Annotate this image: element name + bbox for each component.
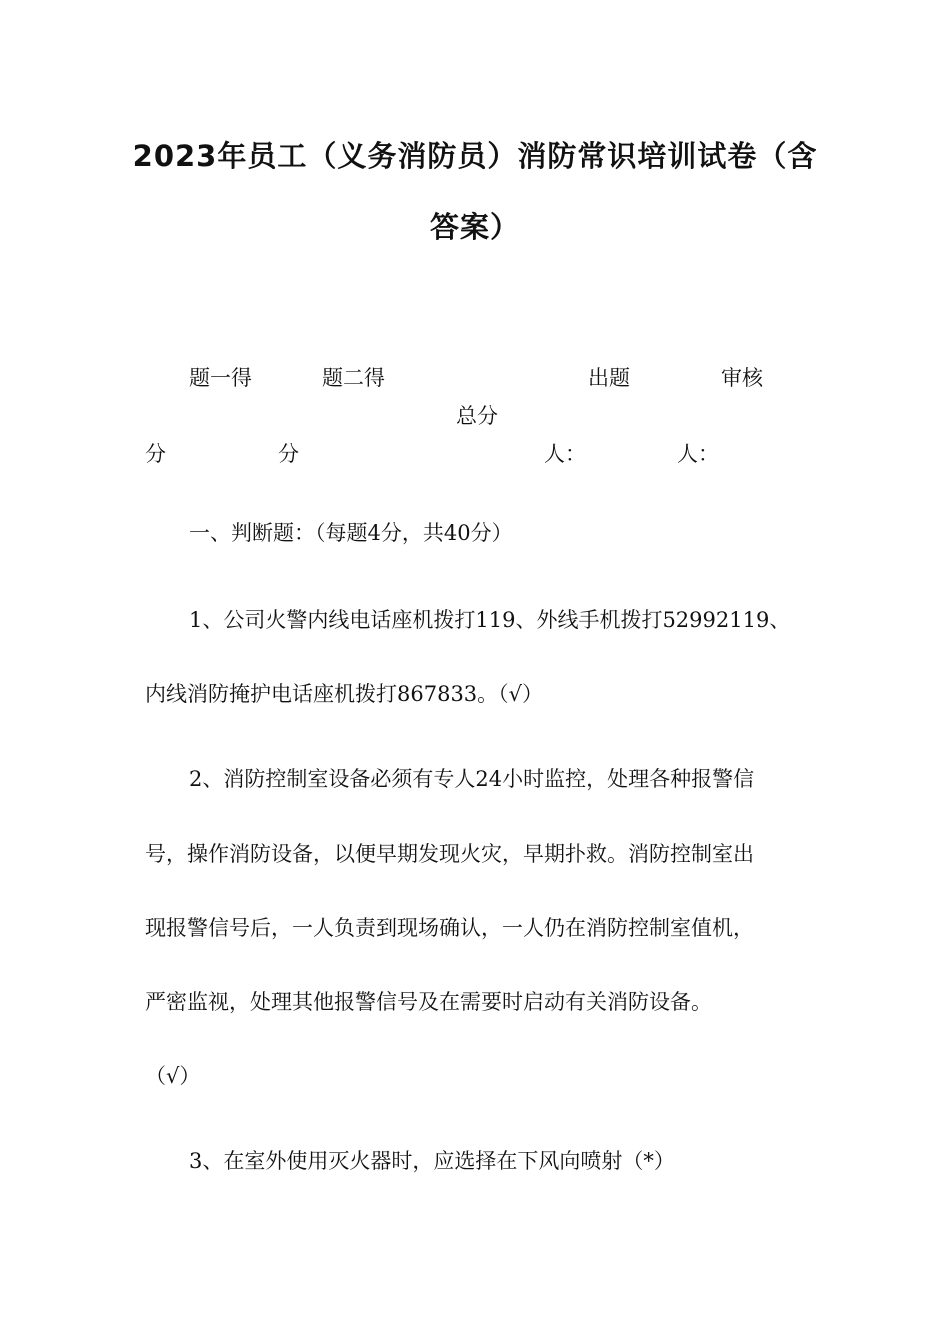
question-3-line-1: 3、在室外使用灭火器时，应选择在下风向喷射（*） — [189, 1149, 675, 1173]
document-title-line-1: 2023年员工（义务消防员）消防常识培训试卷（含 — [132, 139, 818, 173]
question-2-line-1: 2、消防控制室设备必须有专人24小时监控，处理各种报警信 — [189, 767, 755, 791]
score-setter-suffix: 人： — [544, 442, 586, 466]
score-reviewer-label: 审核 — [721, 366, 763, 390]
score-q1-label: 题一得 — [189, 366, 252, 390]
question-2-line-5: （√） — [145, 1064, 201, 1088]
question-2-line-3: 现报警信号后，一人负责到现场确认，一人仍在消防控制室值机， — [145, 916, 754, 940]
score-q2-unit: 分 — [278, 442, 299, 466]
score-q1-unit: 分 — [145, 442, 166, 466]
score-reviewer-suffix: 人： — [677, 442, 719, 466]
score-setter-label: 出题 — [588, 366, 630, 390]
question-1-line-1: 1、公司火警内线电话座机拨打119、外线手机拨打52992119、 — [189, 608, 791, 632]
score-q2-label: 题二得 — [322, 366, 385, 390]
question-2-line-2: 号，操作消防设备，以便早期发现火灾，早期扑救。消防控制室出 — [145, 842, 754, 866]
question-1-line-2: 内线消防掩护电话座机拨打867833。（√） — [145, 682, 544, 706]
question-2-line-4: 严密监视，处理其他报警信号及在需要时启动有关消防设备。 — [145, 990, 712, 1014]
score-total-label: 总分 — [456, 404, 498, 428]
document-title-line-2: 答案） — [429, 210, 520, 244]
section-heading: 一、判断题：（每题4分，共40分） — [189, 521, 513, 545]
